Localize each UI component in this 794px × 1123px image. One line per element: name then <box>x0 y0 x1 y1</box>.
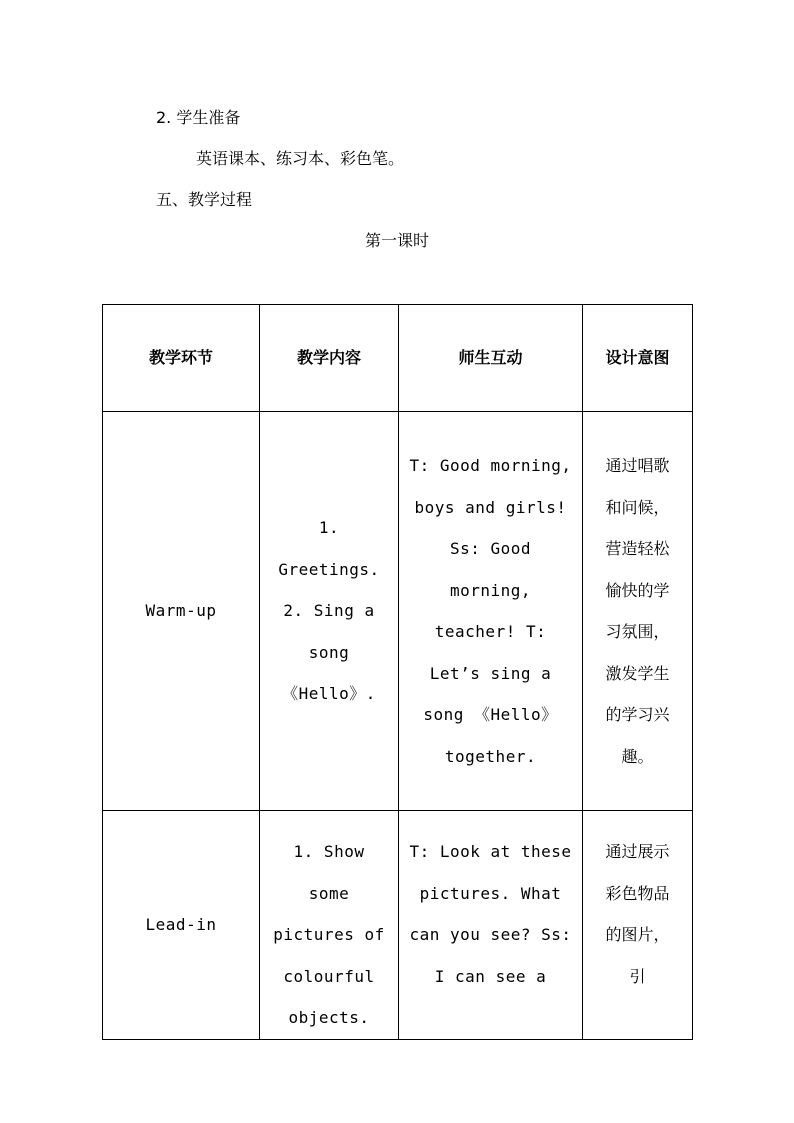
table-cell-content: 1. Show some pictures of colourful objects. <box>260 811 399 1040</box>
section-heading-teaching-process: 五、教学过程 <box>156 190 253 209</box>
table-cell-stage: Lead-in <box>103 811 260 1040</box>
lesson-period-title: 第一课时 <box>364 231 429 250</box>
table-cell-purpose: 通过展示彩色物品的图片，引 <box>583 811 693 1040</box>
column-header-stage: 教学环节 <box>103 305 260 412</box>
column-header-interaction: 师生互动 <box>399 305 583 412</box>
column-header-content: 教学内容 <box>260 305 399 412</box>
column-header-purpose: 设计意图 <box>583 305 693 412</box>
student-prep-materials: 英语课本、练习本、彩色笔。 <box>196 149 405 168</box>
table-row <box>103 412 693 811</box>
table-header-row <box>103 305 693 412</box>
table-cell-interaction: T: Look at these pictures. What can you see? Ss: I can see a <box>399 811 583 1040</box>
table-row <box>103 811 693 1040</box>
lesson-plan-table <box>102 304 693 1040</box>
table-cell-stage: Warm-up <box>103 412 260 811</box>
table-cell-content: 1. Greetings. 2. Sing a song 《Hello》. <box>260 412 399 811</box>
section-item-student-prep: 2. 学生准备 <box>156 108 241 127</box>
table-cell-purpose: 通过唱歌和问候，营造轻松愉快的学习氛围，激发学生的学习兴趣。 <box>583 412 693 811</box>
table-cell-interaction: T: Good morning, boys and girls! Ss: Good morning, teacher! T: Let’s sing a song 《Hello》 together. <box>399 412 583 811</box>
